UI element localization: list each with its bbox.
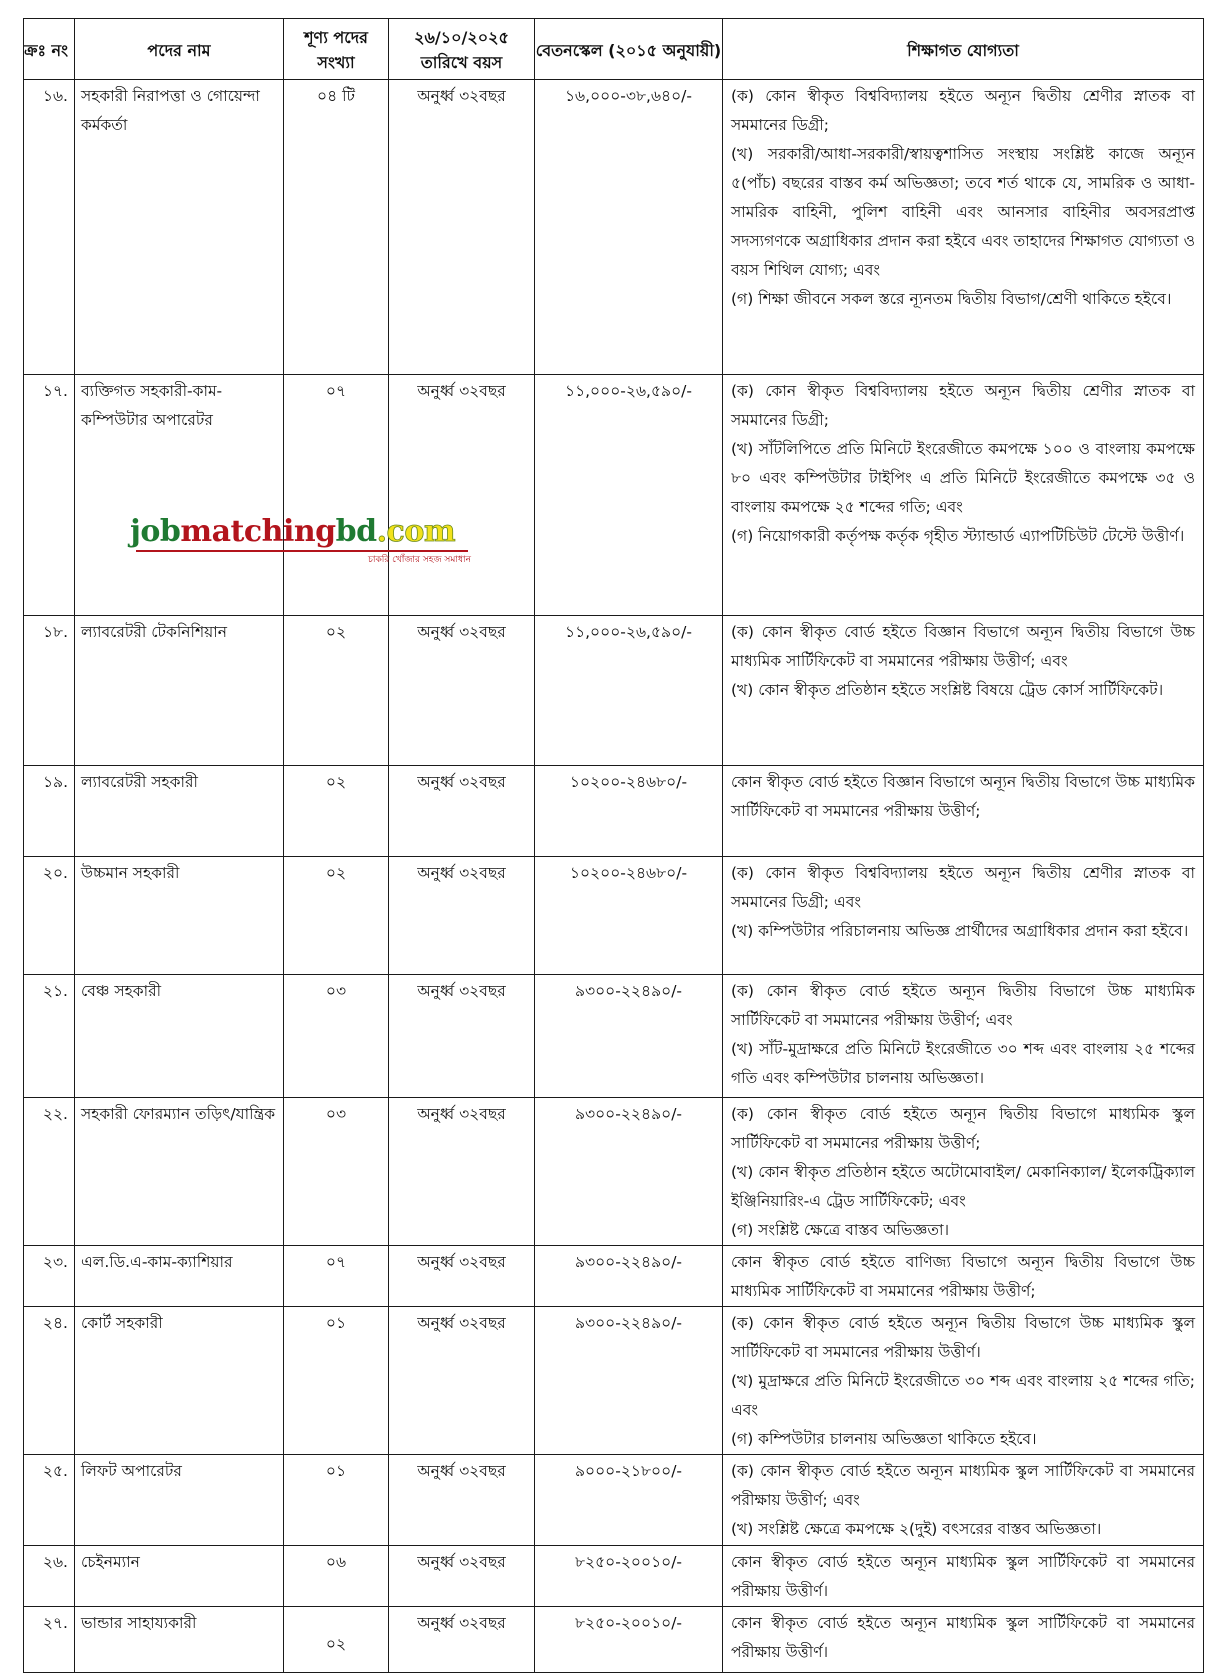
watermark-job: job (130, 514, 181, 549)
table-row (24, 1546, 1204, 1607)
pay-scale-cell: ১০২০০-২৪৬৮০/- (535, 857, 723, 975)
qualification-item: (খ) সাঁট-মুদ্রাক্ষরে প্রতি মিনিটে ইংরেজীতে ৩০ শব্দ এবং বাংলায় ২৫ শব্দের গতি এবং কম্পিউটার চালনায় অভিজ্ঞতা। (731, 1040, 1195, 1087)
serial-cell: ২৬. (24, 1546, 75, 1607)
vacancy-cell: ০৪ টি (284, 80, 389, 375)
vacancy-cell: ০৭ (284, 375, 389, 616)
qualification-item: (গ) শিক্ষা জীবনে সকল স্তরে ন্যূনতম দ্বিতীয় বিভাগ/শ্রেণী থাকিতে হইবে। (731, 290, 1172, 308)
qualification-item: (ক) কোন স্বীকৃত বোর্ড হইতে অন্যূন মাধ্যমিক স্কুল সার্টিফিকেট বা সমমানের পরীক্ষায় উত্তীর্ণ; এবং (731, 1462, 1195, 1509)
table-row (24, 1098, 1204, 1246)
qualification-item: (খ) মুদ্রাক্ষরে প্রতি মিনিটে ইংরেজীতে ৩০ শব্দ এবং বাংলায় ২৫ শব্দের গতি; এবং (731, 1372, 1195, 1419)
age-cell: অনুর্ধ্ব ৩২বছর (389, 80, 535, 375)
vacancy-cell: ০৭ (284, 1246, 389, 1307)
post-name-cell: উচ্চমান সহকারী (75, 857, 284, 975)
qualification-item: কোন স্বীকৃত বোর্ড হইতে বিজ্ঞান বিভাগে অন্যূন দ্বিতীয় বিভাগে উচ্চ মাধ্যমিক সার্টিফিকেট বা সমমানের পরীক্ষায় উত্তীর্ণ; (731, 773, 1195, 820)
qualification-item: কোন স্বীকৃত বোর্ড হইতে অন্যূন মাধ্যমিক স্কুল সার্টিফিকেট বা সমমানের পরীক্ষায় উত্তীর্ণ। (731, 1614, 1195, 1661)
vacancy-cell: ০৩ (284, 975, 389, 1098)
pay-scale-cell: ৯৩০০-২২৪৯০/- (535, 1098, 723, 1246)
qualification-item: (ক) কোন স্বীকৃত বোর্ড হইতে বিজ্ঞান বিভাগে অন্যূন দ্বিতীয় বিভাগে উচ্চ মাধ্যমিক সার্টিফিকেট বা সমমানের পরীক্ষায় উত্তীর্ণ; এবং (731, 623, 1195, 670)
posts-table (23, 18, 1204, 1673)
qualification-cell (723, 975, 1204, 1098)
vacancy-cell: ০৬ (284, 1546, 389, 1607)
vacancy-cell: ০৩ (284, 1098, 389, 1246)
header-vacancy: শূণ্য পদের সংখ্যা (284, 19, 389, 80)
age-cell: অনুর্ধ্ব ৩২বছর (389, 616, 535, 766)
qualification-cell (723, 1455, 1204, 1546)
watermark-com: .com (376, 514, 456, 549)
qualification-cell (723, 1546, 1204, 1607)
age-cell: অনুর্ধ্ব ৩২বছর (389, 375, 535, 616)
qualification-cell (723, 766, 1204, 857)
header-qualification: শিক্ষাগত যোগ্যতা (723, 19, 1204, 80)
age-cell: অনুর্ধ্ব ৩২বছর (389, 766, 535, 857)
pay-scale-cell: ১০২০০-২৪৬৮০/- (535, 766, 723, 857)
table-row (24, 1307, 1204, 1455)
post-name-cell: লিফট অপারেটর (75, 1455, 284, 1546)
age-cell: অনুর্ধ্ব ৩২বছর (389, 1307, 535, 1455)
qualification-item: কোন স্বীকৃত বোর্ড হইতে অন্যূন মাধ্যমিক স্কুল সার্টিফিকেট বা সমমানের পরীক্ষায় উত্তীর্ণ। (731, 1553, 1195, 1600)
header-age: ২৬/১০/২০২৫ তারিখে বয়স (389, 19, 535, 80)
table-header-row (24, 19, 1204, 80)
qualification-cell (723, 616, 1204, 766)
vacancy-cell: ০২ (284, 616, 389, 766)
vacancy-cell: ০১ (284, 1455, 389, 1546)
qualification-item: (গ) কম্পিউটার চালনায় অভিজ্ঞতা থাকিতে হইবে। (731, 1430, 1037, 1448)
serial-cell: ১৬. (24, 80, 75, 375)
header-serial: ক্রঃ নং (24, 19, 75, 80)
serial-cell: ২১. (24, 975, 75, 1098)
pay-scale-cell: ৯৩০০-২২৪৯০/- (535, 1307, 723, 1455)
serial-cell: ২৪. (24, 1307, 75, 1455)
table-row (24, 80, 1204, 375)
table-row (24, 1607, 1204, 1673)
qualification-item: (ক) কোন স্বীকৃত বোর্ড হইতে অন্যূন দ্বিতীয় বিভাগে উচ্চ মাধ্যমিক সার্টিফিকেট বা সমমানের পরীক্ষায় উত্তীর্ণ; এবং (731, 982, 1195, 1029)
qualification-item: (খ) কোন স্বীকৃত প্রতিষ্ঠান হইতে অটোমোবাইল/ মেকানিক্যাল/ ইলেকট্রিক্যাল ইঞ্জিনিয়ারিং-এ ট্রেড সার্টিফিকেট; এবং (731, 1163, 1195, 1210)
qualification-item: (খ) সংশ্লিষ্ট ক্ষেত্রে কমপক্ষে ২(দুই) বৎসরের বাস্তব অভিজ্ঞতা। (731, 1520, 1102, 1538)
qualification-item: (ক) কোন স্বীকৃত বিশ্ববিদ্যালয় হইতে অন্যূন দ্বিতীয় শ্রেণীর স্নাতক বা সমমানের ডিগ্রী; এবং (731, 864, 1195, 911)
qualification-cell (723, 857, 1204, 975)
watermark-matching: matching (180, 514, 336, 549)
post-name-cell: বেঞ্চ সহকারী (75, 975, 284, 1098)
qualification-cell (723, 1307, 1204, 1455)
qualification-item: (গ) নিয়োগকারী কর্তৃপক্ষ কর্তৃক গৃহীত স্ট্যান্ডার্ড এ্যাপটিচিউট টেস্টে উত্তীর্ণ। (731, 527, 1185, 545)
qualification-cell (723, 1607, 1204, 1673)
pay-scale-cell: ৮২৫০-২০০১০/- (535, 1607, 723, 1673)
serial-cell: ২০. (24, 857, 75, 975)
serial-cell: ১৭. (24, 375, 75, 616)
table-row (24, 1246, 1204, 1307)
qualification-item: (ক) কোন স্বীকৃত বোর্ড হইতে অন্যূন দ্বিতীয় বিভাগে মাধ্যমিক স্কুল সার্টিফিকেট বা সমমানের পরীক্ষায় উত্তীর্ণ; (731, 1105, 1195, 1152)
serial-cell: ১৯. (24, 766, 75, 857)
qualification-item: (গ) সংশ্লিষ্ট ক্ষেত্রে বাস্তব অভিজ্ঞতা। (731, 1221, 949, 1239)
pay-scale-cell: ৯৩০০-২২৪৯০/- (535, 1246, 723, 1307)
post-name-cell: ল্যাবরেটরী সহকারী (75, 766, 284, 857)
table-row (24, 857, 1204, 975)
qualification-cell (723, 375, 1204, 616)
recruitment-table-page (23, 18, 1203, 1673)
watermark-bd: bd (335, 514, 377, 549)
qualification-item: (খ) সরকারী/আধা-সরকারী/স্বায়ত্বশাসিত সংস্থায় সংশ্লিষ্ট কাজে অন্যূন ৫(পাঁচ) বছরের বাস্তব কর্ম অভিজ্ঞতা; তবে শর্ত থাকে যে, সামরিক ও আধা-সামরিক বাহিনী, পুলিশ বাহিনী এবং আনসার বাহিনীর অবসরপ্রাপ্ত সদস্যগণকে অগ্রাধিকার প্রদান করা হইবে এবং তাহাদের শিক্ষাগত যোগ্যতা ও বয়স শিথিল যোগ্য; এবং (731, 145, 1195, 279)
vacancy-cell: ০২ (284, 857, 389, 975)
qualification-item: কোন স্বীকৃত বোর্ড হইতে বাণিজ্য বিভাগে অন্যূন দ্বিতীয় বিভাগে উচ্চ মাধ্যমিক সার্টিফিকেট বা সমমানের পরীক্ষায় উত্তীর্ণ; (731, 1253, 1195, 1300)
age-cell: অনুর্ধ্ব ৩২বছর (389, 1246, 535, 1307)
table-row (24, 1455, 1204, 1546)
table-row (24, 616, 1204, 766)
age-cell: অনুর্ধ্ব ৩২বছর (389, 1455, 535, 1546)
age-cell: অনুর্ধ্ব ৩২বছর (389, 857, 535, 975)
post-name-cell: এল.ডি.এ-কাম-ক্যাশিয়ার (75, 1246, 284, 1307)
serial-cell: ২২. (24, 1098, 75, 1246)
serial-cell: ১৮. (24, 616, 75, 766)
age-cell: অনুর্ধ্ব ৩২বছর (389, 1607, 535, 1673)
serial-cell: ২৩. (24, 1246, 75, 1307)
pay-scale-cell: ৯৩০০-২২৪৯০/- (535, 975, 723, 1098)
qualification-item: (খ) কোন স্বীকৃত প্রতিষ্ঠান হইতে সংশ্লিষ্ট বিষয়ে ট্রেড কোর্স সার্টিফিকেট। (731, 681, 1164, 699)
header-pay-scale: বেতনস্কেল (২০১৫ অনুযায়ী) (535, 19, 723, 80)
qualification-item: (খ) সাঁটলিপিতে প্রতি মিনিটে ইংরেজীতে কমপক্ষে ১০০ ও বাংলায় কমপক্ষে ৮০ এবং কম্পিউটার টাইপিং এ প্রতি মিনিটে ইংরেজীতে কমপক্ষে ৩৫ ও বাংলায় কমপক্ষে ২৫ শব্দের গতি; এবং (731, 440, 1195, 516)
pay-scale-cell: ১১,০০০-২৬,৫৯০/- (535, 616, 723, 766)
post-name-cell: ব্যক্তিগত সহকারী-কাম-কম্পিউটার অপারেটর (75, 375, 284, 616)
qualification-item: (খ) কম্পিউটার পরিচালনায় অভিজ্ঞ প্রার্থীদের অগ্রাধিকার প্রদান করা হইবে। (731, 922, 1189, 940)
watermark-tagline: চাকরি খোঁজার সহজ সমাধান (368, 555, 471, 565)
pay-scale-cell: ১৬,০০০-৩৮,৬৪০/- (535, 80, 723, 375)
vacancy-cell: ০২ (284, 766, 389, 857)
qualification-cell (723, 1246, 1204, 1307)
age-cell: অনুর্ধ্ব ৩২বছর (389, 1098, 535, 1246)
table-row (24, 766, 1204, 857)
post-name-cell: চেইনম্যান (75, 1546, 284, 1607)
post-name-cell: ল্যাবরেটরী টেকনিশিয়ান (75, 616, 284, 766)
table-row (24, 975, 1204, 1098)
post-name-cell: সহকারী নিরাপত্তা ও গোয়েন্দা কর্মকর্তা (75, 80, 284, 375)
pay-scale-cell: ৮২৫০-২০০১০/- (535, 1546, 723, 1607)
pay-scale-cell: ১১,০০০-২৬,৫৯০/- (535, 375, 723, 616)
qualification-item: (ক) কোন স্বীকৃত বিশ্ববিদ্যালয় হইতে অন্যূন দ্বিতীয় শ্রেণীর স্নাতক বা সমমানের ডিগ্রী; (731, 87, 1195, 134)
qualification-item: (ক) কোন স্বীকৃত বোর্ড হইতে অন্যূন দ্বিতীয় বিভাগে উচ্চ মাধ্যমিক স্কুল সার্টিফিকেট বা সমমানের পরীক্ষায় উত্তীর্ণ। (731, 1314, 1195, 1361)
serial-cell: ২৫. (24, 1455, 75, 1546)
qualification-cell (723, 1098, 1204, 1246)
vacancy-cell: ০১ (284, 1307, 389, 1455)
post-name-cell: ভান্ডার সাহায্যকারী (75, 1607, 284, 1673)
pay-scale-cell: ৯০০০-২১৮০০/- (535, 1455, 723, 1546)
post-name-cell: কোর্ট সহকারী (75, 1307, 284, 1455)
serial-cell: ২৭. (24, 1607, 75, 1673)
qualification-item: (ক) কোন স্বীকৃত বিশ্ববিদ্যালয় হইতে অন্যূন দ্বিতীয় শ্রেণীর স্নাতক বা সমমানের ডিগ্রী; (731, 382, 1195, 429)
post-name-cell: সহকারী ফোরম্যান তড়িৎ/যান্ত্রিক (75, 1098, 284, 1246)
header-post-name: পদের নাম (75, 19, 284, 80)
vacancy-cell: ০২ (284, 1607, 389, 1673)
table-body (24, 80, 1204, 1673)
table-row (24, 375, 1204, 616)
age-cell: অনুর্ধ্ব ৩২বছর (389, 1546, 535, 1607)
age-cell: অনুর্ধ্ব ৩২বছর (389, 975, 535, 1098)
qualification-cell (723, 80, 1204, 375)
